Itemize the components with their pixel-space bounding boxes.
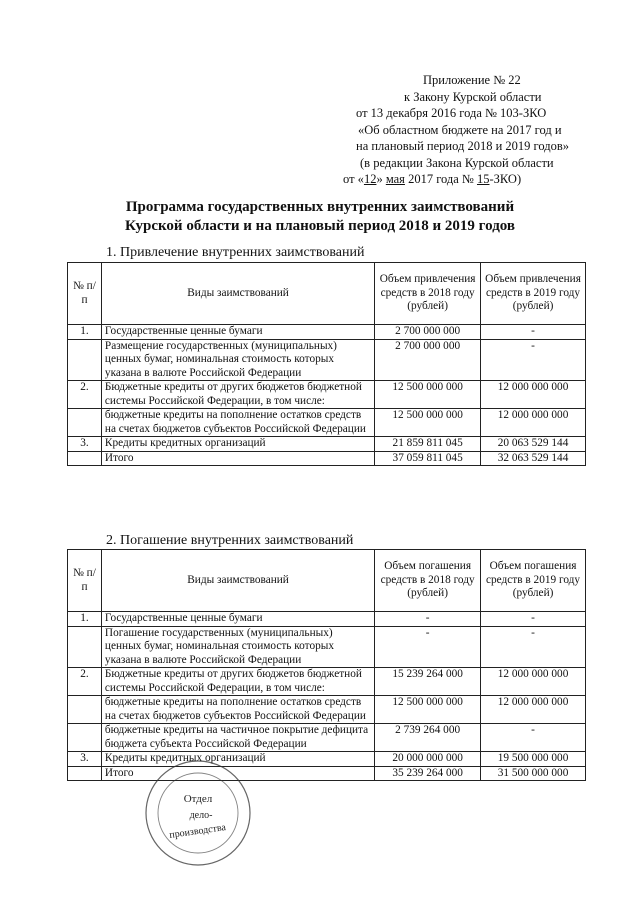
row-value-2019: - [481,724,586,752]
row-number: 1. [68,612,102,627]
section2-title: 2. Погашение внутренних заимствований [106,533,354,548]
row-value-2019: 19 500 000 000 [481,752,586,767]
row-value-2018: 12 500 000 000 [375,381,481,409]
table-row [68,724,586,752]
row-number [68,339,102,381]
stamp-line-2: дело- [189,810,213,821]
row-number: 3. [68,752,102,767]
row-value-2018: 35 239 264 000 [375,766,481,781]
col-number: № п/п [68,263,102,325]
row-number: 3. [68,437,102,452]
row-value-2019: - [481,612,586,627]
col-type: Виды заимствований [101,263,374,325]
row-value-2018: 20 000 000 000 [375,752,481,767]
law-reference: к Закону Курской области [404,89,542,104]
row-value-2018: - [375,626,481,668]
row-name: бюджетные кредиты на частичное покрытие дефицита бюджета субъекта Российской Федерации [101,724,374,752]
document-header [300,72,600,188]
col-2019: Объем привлечения средств в 2019 году (рублей) [481,263,586,325]
table-row [68,696,586,724]
row-name: бюджетные кредиты на пополнение остатков средств на счетах бюджетов субъектов Российской Федерации [101,696,374,724]
row-number [68,696,102,724]
stamp-line-3: производства [168,822,227,841]
table-row [68,668,586,696]
row-name: Бюджетные кредиты от других бюджетов бюджетной системы Российской Федерации, в том числе: [101,381,374,409]
row-number [68,409,102,437]
row-value-2018: 21 859 811 045 [375,437,481,452]
row-name: Государственные ценные бумаги [101,325,374,340]
law-title-1: «Об областном бюджете на 2017 год и [358,122,562,137]
borrowing-table [67,262,586,466]
col-2018: Объем погашения средств в 2018 году (рублей) [375,550,481,612]
revision-note: (в редакции Закона Курской области [360,155,554,170]
row-number: 2. [68,381,102,409]
row-number [68,766,102,781]
row-name: бюджетные кредиты на пополнение остатков средств на счетах бюджетов субъектов Российской Федерации [101,409,374,437]
table-row [68,409,586,437]
table-row [68,381,586,409]
row-value-2018: 15 239 264 000 [375,668,481,696]
row-name: Итого [101,766,374,781]
row-value-2019: 12 000 000 000 [481,696,586,724]
table-row [68,451,586,466]
col-2018: Объем привлечения средств в 2018 году (рублей) [375,263,481,325]
col-type: Виды заимствований [101,550,374,612]
row-name: Кредиты кредитных организаций [101,752,374,767]
row-number: 1. [68,325,102,340]
row-value-2019: 20 063 529 144 [481,437,586,452]
law-date: от 13 декабря 2016 года № 103-ЗКО [356,106,547,120]
appendix-number: Приложение № 22 [423,73,521,87]
table-row [68,437,586,452]
table-row [68,339,586,381]
row-number: 2. [68,668,102,696]
stamp-line-1: Отдел [183,793,213,805]
row-number [68,724,102,752]
row-value-2018: 2 700 000 000 [375,325,481,340]
row-name: Размещение государственных (муниципальных) ценных бумаг, номинальная стоимость которых указана в валюте Российской Федерации [101,339,374,381]
row-value-2018: - [375,612,481,627]
col-2019: Объем погашения средств в 2019 году (рублей) [481,550,586,612]
row-name: Государственные ценные бумаги [101,612,374,627]
office-stamp [143,758,253,868]
row-value-2019: 12 000 000 000 [481,381,586,409]
row-value-2018: 12 500 000 000 [375,409,481,437]
table-row [68,612,586,627]
row-value-2019: - [481,325,586,340]
row-name: Кредиты кредитных организаций [101,437,374,452]
row-value-2019: - [481,626,586,668]
row-value-2018: 2 700 000 000 [375,339,481,381]
row-value-2018: 37 059 811 045 [375,451,481,466]
table-row [68,325,586,340]
row-value-2018: 2 739 264 000 [375,724,481,752]
row-value-2019: 31 500 000 000 [481,766,586,781]
row-name: Погашение государственных (муниципальных) ценных бумаг, номинальная стоимость которых указана в валюте Российской Федерации [101,626,374,668]
row-name: Итого [101,451,374,466]
section1-title: 1. Привлечение внутренних заимствований [106,245,365,260]
table-row [68,626,586,668]
col-number: № п/п [68,550,102,612]
row-value-2019: - [481,339,586,381]
row-value-2019: 12 000 000 000 [481,668,586,696]
revision-date: от «12» мая 2017 года № 15-ЗКО) [343,172,522,186]
repayment-table [67,549,586,781]
page-title: Программа государственных внутренних заимствований Курской области и на плановый период 2018 и 2019 годов [124,199,516,234]
row-name: Бюджетные кредиты от других бюджетов бюджетной системы Российской Федерации, в том числе: [101,668,374,696]
row-value-2019: 32 063 529 144 [481,451,586,466]
row-value-2018: 12 500 000 000 [375,696,481,724]
row-number [68,451,102,466]
row-number [68,626,102,668]
law-title-2: на плановый период 2018 и 2019 годов» [356,139,569,153]
row-value-2019: 12 000 000 000 [481,409,586,437]
